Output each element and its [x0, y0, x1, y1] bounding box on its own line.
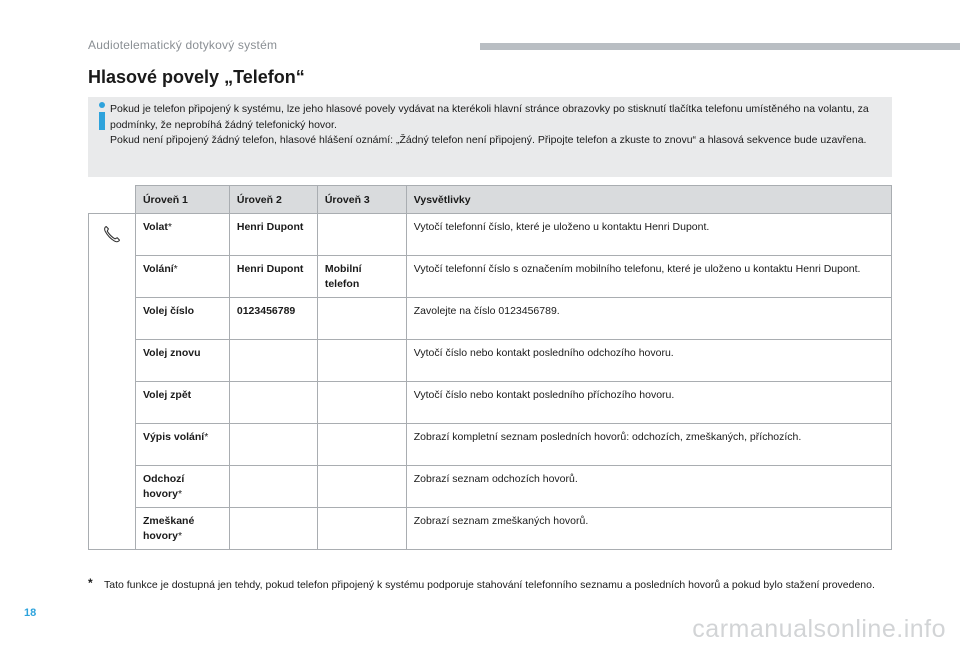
page-number: 18: [24, 607, 37, 619]
section-label: Audiotelematický dotykový systém: [88, 38, 278, 52]
table-header-row: [89, 186, 892, 214]
level1-cell: [135, 424, 229, 466]
level3-cell: [317, 466, 406, 508]
level2-cell: Henri Dupont: [229, 256, 317, 298]
level2-cell: [229, 508, 317, 550]
level1-cell: [135, 340, 229, 382]
level1-text: Volat: [142, 221, 168, 233]
level2-cell: [229, 382, 317, 424]
level1-text: Odchozí hovory: [142, 473, 185, 500]
level3-cell: [317, 340, 406, 382]
footnote-star: *: [167, 221, 172, 233]
description-cell: Vytočí telefonní číslo s označením mobilního telefonu, které je uloženo u kontaktu Henri Dupont.: [406, 256, 891, 298]
info-line: Pokud je telefon připojený k systému, lze jeho hlasové povely vydávat na kterékoli hlavní stránce obrazovky po stisknutí tlačítka telefonu umístěného na volantu, za podmínky, že neprobíhá žádný telefonický hovor.: [110, 103, 869, 131]
level3-cell: [317, 382, 406, 424]
level1-cell: [135, 256, 229, 298]
table-row: [89, 340, 892, 382]
description-cell: Zobrazí seznam zmeškaných hovorů.: [406, 508, 891, 550]
footnote-star: *: [177, 487, 183, 500]
voice-command-table: [88, 185, 892, 550]
table-row: [89, 382, 892, 424]
header-bar: [480, 43, 960, 50]
info-text: [110, 102, 886, 149]
info-line: Pokud není připojený žádný telefon, hlasové hlášení oznámí: „Žádný telefon není připojený. Připojte telefon a zkuste to znovu“ a hlasová sekvence bude uzavřena.: [110, 134, 867, 146]
level1-cell: [135, 382, 229, 424]
level1-cell: [135, 214, 229, 256]
level3-cell: [317, 508, 406, 550]
footnote: [88, 578, 892, 594]
level3-cell: Mobilní telefon: [317, 256, 406, 298]
table-row: [89, 298, 892, 340]
description-cell: Zobrazí seznam odchozích hovorů.: [406, 466, 891, 508]
column-header: Vysvětlivky: [406, 186, 891, 214]
level3-cell: [317, 214, 406, 256]
level1-text: Volej číslo: [142, 305, 195, 317]
description-cell: Zobrazí kompletní seznam posledních hovorů: odchozích, zmeškaných, příchozích.: [406, 424, 891, 466]
level1-cell: [135, 508, 229, 550]
footnote-star: *: [177, 529, 183, 542]
table-row: [89, 214, 892, 256]
column-header: Úroveň 2: [229, 186, 317, 214]
level2-cell: [229, 466, 317, 508]
level3-cell: [317, 298, 406, 340]
level2-cell: [229, 424, 317, 466]
footnote-text: Tato funkce je dostupná jen tehdy, pokud telefon připojený k systému podporuje stahování telefonního seznamu a posledních hovorů a pokud bylo stažení provedeno.: [104, 579, 875, 591]
description-cell: Vytočí číslo nebo kontakt posledního odchozího hovoru.: [406, 340, 891, 382]
level1-cell: [135, 466, 229, 508]
level1-text: Zmeškané hovory: [142, 515, 195, 542]
phone-icon-cell: [89, 214, 136, 550]
description-cell: Zavolejte na číslo 0123456789.: [406, 298, 891, 340]
footnote-mark: *: [88, 576, 93, 590]
column-header: Úroveň 1: [135, 186, 229, 214]
table-row: [89, 424, 892, 466]
phone-handset-icon: [102, 224, 122, 244]
level1-text: Volání: [142, 263, 174, 275]
table-row: [89, 466, 892, 508]
description-cell: Vytočí telefonní číslo, které je uloženo u kontaktu Henri Dupont.: [406, 214, 891, 256]
table-header-blank: [89, 186, 136, 214]
level1-text: Výpis volání: [142, 431, 205, 443]
info-box: [88, 97, 892, 177]
level1-cell: [135, 298, 229, 340]
level1-text: Volej zpět: [142, 389, 192, 401]
watermark: carmanualsonline.info: [692, 615, 946, 643]
level1-text: Volej znovu: [142, 347, 201, 359]
info-icon: [96, 102, 108, 172]
footnote-star: *: [204, 431, 209, 443]
level2-cell: Henri Dupont: [229, 214, 317, 256]
table-row: [89, 508, 892, 550]
table-body: [89, 214, 892, 550]
table-row: [89, 256, 892, 298]
footnote-star: *: [173, 263, 178, 275]
description-cell: Vytočí číslo nebo kontakt posledního příchozího hovoru.: [406, 382, 891, 424]
level2-cell: 0123456789: [229, 298, 317, 340]
level2-cell: [229, 340, 317, 382]
level3-cell: [317, 424, 406, 466]
page-title: Hlasové povely „Telefon“: [88, 67, 305, 87]
column-header: Úroveň 3: [317, 186, 406, 214]
